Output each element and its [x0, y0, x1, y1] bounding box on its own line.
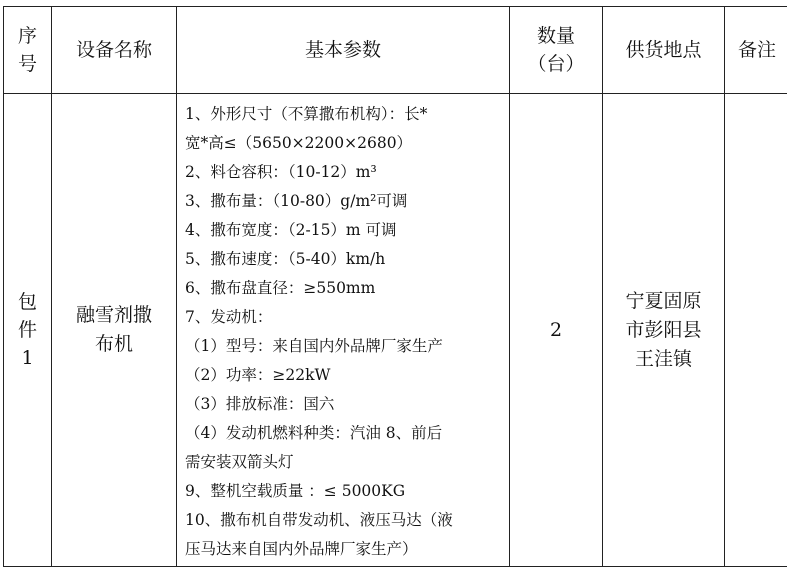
param-line: （2）功率：≥22kW	[185, 366, 331, 384]
cell-seq: 包 件 1	[4, 94, 52, 567]
param-line: 2、料仓容积：（10-12）m³	[185, 163, 377, 181]
param-line: 10、撒布机自带发动机、液压马达（液	[185, 511, 453, 529]
param-line: 压马达来自国内外品牌厂家生产）	[185, 540, 418, 558]
table-row	[4, 94, 787, 567]
param-line: 4、撒布宽度：（2-15）m 可调	[185, 221, 397, 239]
param-line: （1）型号：来自国内外品牌厂家生产	[185, 337, 443, 355]
param-line: 1、外形尺寸（不算撒布机构）：长*	[185, 105, 428, 123]
cell-quantity: 2	[510, 94, 603, 567]
header-quantity: 数量 （台）	[510, 7, 603, 94]
cell-device-name: 融雪剂撒 布机	[52, 94, 177, 567]
cell-delivery-location: 宁夏固原 市彭阳县 王洼镇	[603, 94, 725, 567]
param-line: 5、撒布速度：（5-40）km/h	[185, 250, 386, 268]
param-line: （4）发动机燃料种类：汽油 8、前后	[185, 424, 443, 442]
table-header-row	[4, 7, 787, 94]
header-basic-params: 基本参数	[177, 7, 510, 94]
equipment-spec-table	[3, 6, 787, 567]
param-line: 需安装双箭头灯	[185, 453, 294, 471]
cell-remark	[725, 94, 787, 567]
param-line: 7、发动机：	[185, 308, 273, 326]
param-line: 6、撒布盘直径：≥550mm	[185, 279, 376, 297]
param-line: 宽*高≤（5650×2200×2680）	[185, 134, 413, 152]
header-seq: 序 号	[4, 7, 52, 94]
param-line: 3、撒布量：（10-80）g/m²可调	[185, 192, 408, 210]
param-line: 9、整机空载质量 ：≤ 5000KG	[185, 482, 406, 500]
header-device-name: 设备名称	[52, 7, 177, 94]
cell-basic-params	[177, 94, 510, 567]
param-line: （3）排放标准：国六	[185, 395, 335, 413]
header-remark: 备注	[725, 7, 787, 94]
header-delivery-location: 供货地点	[603, 7, 725, 94]
